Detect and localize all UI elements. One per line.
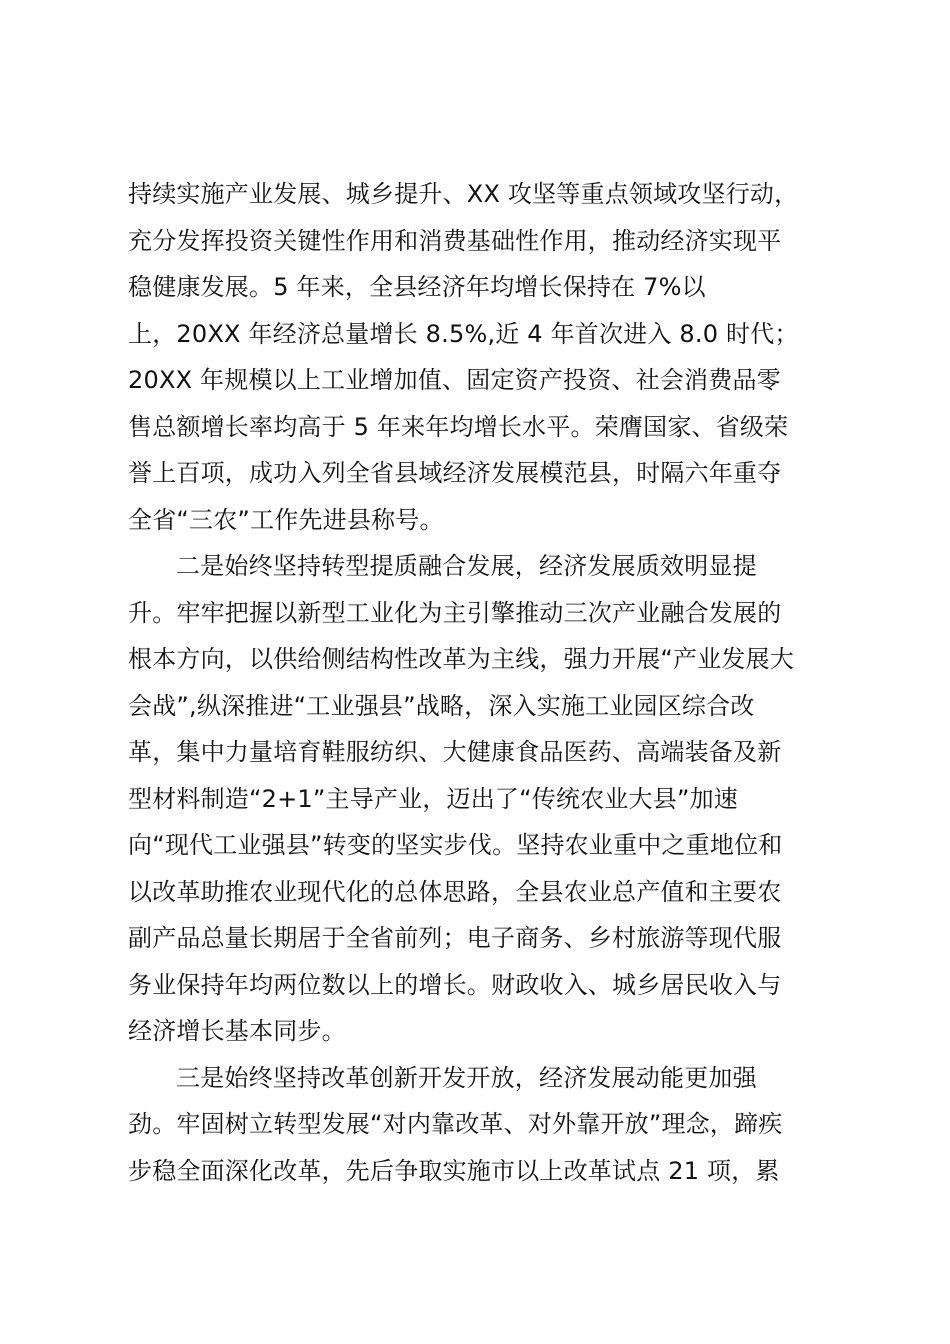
paragraph-line: 革，集中力量培育鞋服纺织、大健康食品医药、高端装备及新 xyxy=(128,738,782,766)
paragraph-line: 步稳全面深化改革，先后争取实施市以上改革试点 21 项，累 xyxy=(128,1157,780,1185)
paragraph-line: 升。牢牢把握以新型工业化为主引擎推动三次产业融合发展的 xyxy=(128,599,782,627)
paragraph-line: 誉上百项，成功入列全省县域经济发展模范县，时隔六年重夺 xyxy=(128,459,782,487)
paragraph-line: 型材料制造“2+1”主导产业，迈出了“传统农业大县”加速 xyxy=(128,785,738,813)
paragraph-line: 根本方向，以供给侧结构性改革为主线，强力开展“产业发展大 xyxy=(128,645,795,673)
paragraph-line: 全省“三农”工作先进县称号。 xyxy=(128,506,444,534)
paragraph-line: 会战”,纵深推进“工业强县”战略，深入实施工业园区综合改 xyxy=(128,692,755,720)
paragraph-line: 务业保持年均两位数以上的增长。财政收入、城乡居民收入与 xyxy=(128,971,782,999)
paragraph-line: 持续实施产业发展、城乡提升、XX 攻坚等重点领域攻坚行动， xyxy=(128,180,799,208)
paragraph-line: 上，20XX 年经济总量增长 8.5%,近 4 年首次进入 8.0 时代； xyxy=(128,320,799,348)
paragraph-line: 向“现代工业强县”转变的坚实步伐。坚持农业重中之重地位和 xyxy=(128,831,783,859)
paragraph-line: 以改革助推农业现代化的总体思路，全县农业总产值和主要农 xyxy=(128,878,782,906)
paragraph-line: 二是始终坚持转型提质融合发展，经济发展质效明显提 xyxy=(176,552,757,580)
paragraph-line: 副产品总量长期居于全省前列；电子商务、乡村旅游等现代服 xyxy=(128,924,782,952)
paragraph-line: 经济增长基本同步。 xyxy=(128,1017,346,1045)
paragraph-line: 售总额增长率均高于 5 年来年均增长水平。荣膺国家、省级荣 xyxy=(128,413,789,441)
paragraph-line: 劲。牢固树立转型发展“对内靠改革、对外靠开放”理念，蹄疾 xyxy=(128,1110,783,1138)
paragraph-line: 充分发挥投资关键性作用和消费基础性作用，推动经济实现平 xyxy=(128,227,782,255)
paragraph-line: 20XX 年规模以上工业增加值、固定资产投资、社会消费品零 xyxy=(128,366,781,394)
paragraph-line: 稳健康发展。5 年来，全县经济年均增长保持在 7%以 xyxy=(128,273,706,301)
paragraph-line: 三是始终坚持改革创新开发开放，经济发展动能更加强 xyxy=(176,1064,757,1092)
